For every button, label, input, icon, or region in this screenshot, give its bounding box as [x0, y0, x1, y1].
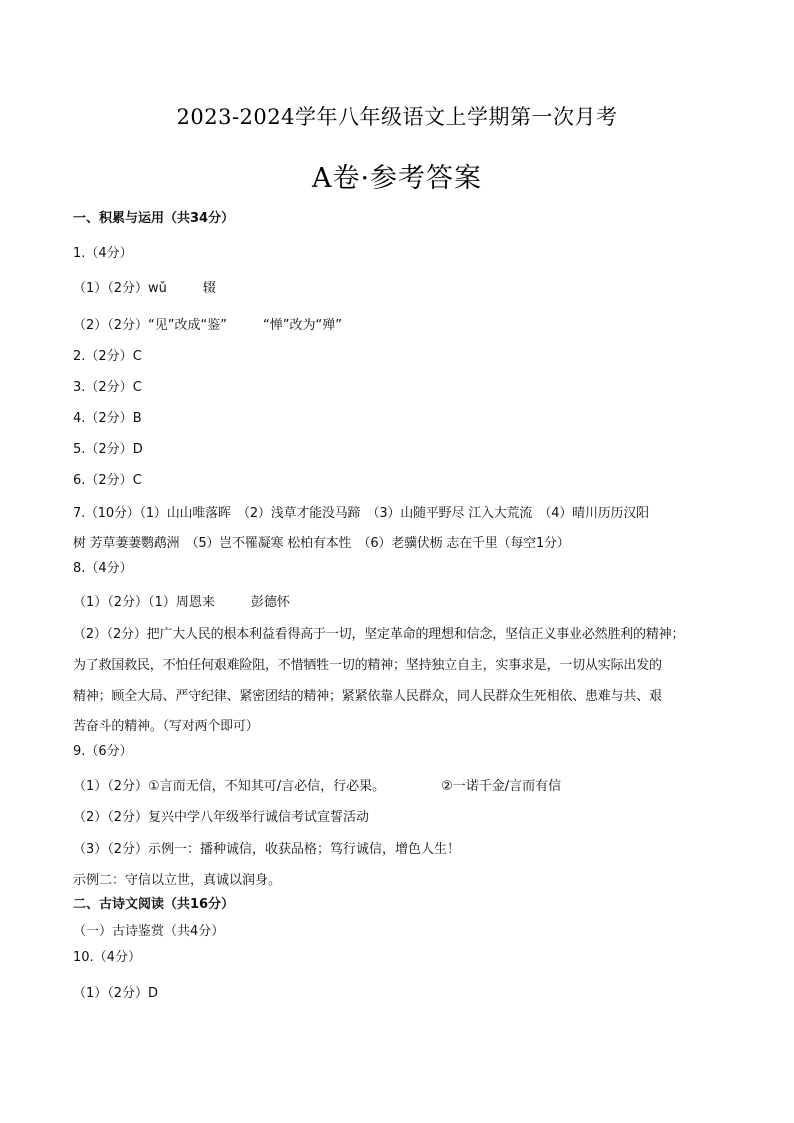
q5-row [73, 442, 143, 458]
q10-part1-label: （1）（2分） [73, 986, 149, 1001]
q8-part2-line-2: 为了救国救民，不怕任何艰难险阻，不惜牺牲一切的精神；坚持独立自主，实事求是，一切从实际出发的 [73, 658, 662, 673]
q1-part1-pinyin: wǔ [148, 281, 167, 296]
q8-part2-line-4: 苦奋斗的精神。（写对两个即可） [73, 719, 259, 734]
q10-label: 10.（4分） [73, 950, 141, 965]
q5-label: 5.（2分） [73, 442, 133, 457]
q2-answer: C [132, 349, 142, 364]
q3-answer: C [132, 380, 142, 395]
q9-label: 9.（6分） [73, 744, 133, 759]
q9-part3: （3）（2分）示例一：播种诚信，收获品格；笃行诚信，增色人生！ [73, 842, 461, 857]
q7-line-1: 7.（10分）（1）山山唯落晖 （2）浅草才能没马蹄 （3）山随平野尽 江入大荒流 （4）晴川历历汉阳 [73, 506, 649, 521]
q1-part2-fix-a: “见”改成“鉴” [148, 318, 227, 333]
q6-label: 6.（2分） [73, 473, 133, 488]
q8-part2-line-3: 精神；顾全大局、严守纪律、紧密团结的精神；紧紧依靠人民群众，同人民群众生死相依、患难与共、艰 [73, 689, 662, 704]
q2-row [73, 349, 142, 365]
q4-answer: B [132, 411, 142, 426]
q1-part2 [73, 318, 342, 334]
q8-part1-a: 周恩来 [175, 595, 215, 610]
q9-part1-a: ①言而无信，不知其可/言必信，行必果。 [148, 779, 386, 794]
q9-part1 [73, 779, 561, 795]
q8-part1-label: （1）（2分）（1） [73, 595, 176, 610]
q5-answer: D [132, 442, 143, 457]
answer-key-subtitle: A卷·参考答案 [311, 163, 483, 194]
subsection-1-heading: （一）古诗鉴赏（共4分） [73, 924, 225, 939]
q1-part2-fix-b: “惮”改为“殚” [263, 318, 342, 333]
q8-label: 8.（4分） [73, 561, 133, 576]
q1-part1-label: （1）（2分） [73, 281, 149, 296]
q7-line-2: 树 芳草萋萋鹦鹉洲 （5）岂不罹凝寒 松柏有本性 （6）老骥伏枥 志在千里（每空1分） [73, 536, 570, 551]
q1-part1 [73, 281, 216, 297]
q6-answer: C [132, 473, 142, 488]
q9-part1-b: ②一诺千金/言而有信 [441, 779, 562, 794]
q10-part1 [73, 986, 158, 1002]
q1-label: 1.（4分） [73, 246, 133, 261]
q10-part1-answer: D [148, 986, 159, 1001]
exam-title: 2023-2024学年八年级语文上学期第一次月考 [176, 105, 618, 129]
q3-label: 3.（2分） [73, 380, 133, 395]
q1-part2-label: （2）（2分） [73, 318, 149, 333]
section-2-heading: 二、古诗文阅读（共16分） [73, 897, 235, 912]
q4-row [73, 411, 142, 427]
q9-part1-label: （1）（2分） [73, 779, 149, 794]
q8-part2-line-1: （2）（2分）把广大人民的根本利益看得高于一切，坚定革命的理想和信念，坚信正义事业必然胜利的精神； [73, 627, 685, 642]
q8-part1 [73, 595, 290, 611]
q3-row [73, 380, 142, 396]
q9-part2: （2）（2分）复兴中学八年级举行诚信考试宣誓活动 [73, 810, 370, 825]
q6-row [73, 473, 142, 489]
q4-label: 4.（2分） [73, 411, 133, 426]
q2-label: 2.（2分） [73, 349, 133, 364]
q8-part1-b: 彭德怀 [250, 595, 290, 610]
q1-part1-char: 辍 [202, 281, 216, 296]
q9-part3-example-2: 示例二：守信以立世，真诚以润身。 [73, 873, 282, 888]
section-1-heading: 一、积累与运用（共34分） [73, 211, 235, 226]
